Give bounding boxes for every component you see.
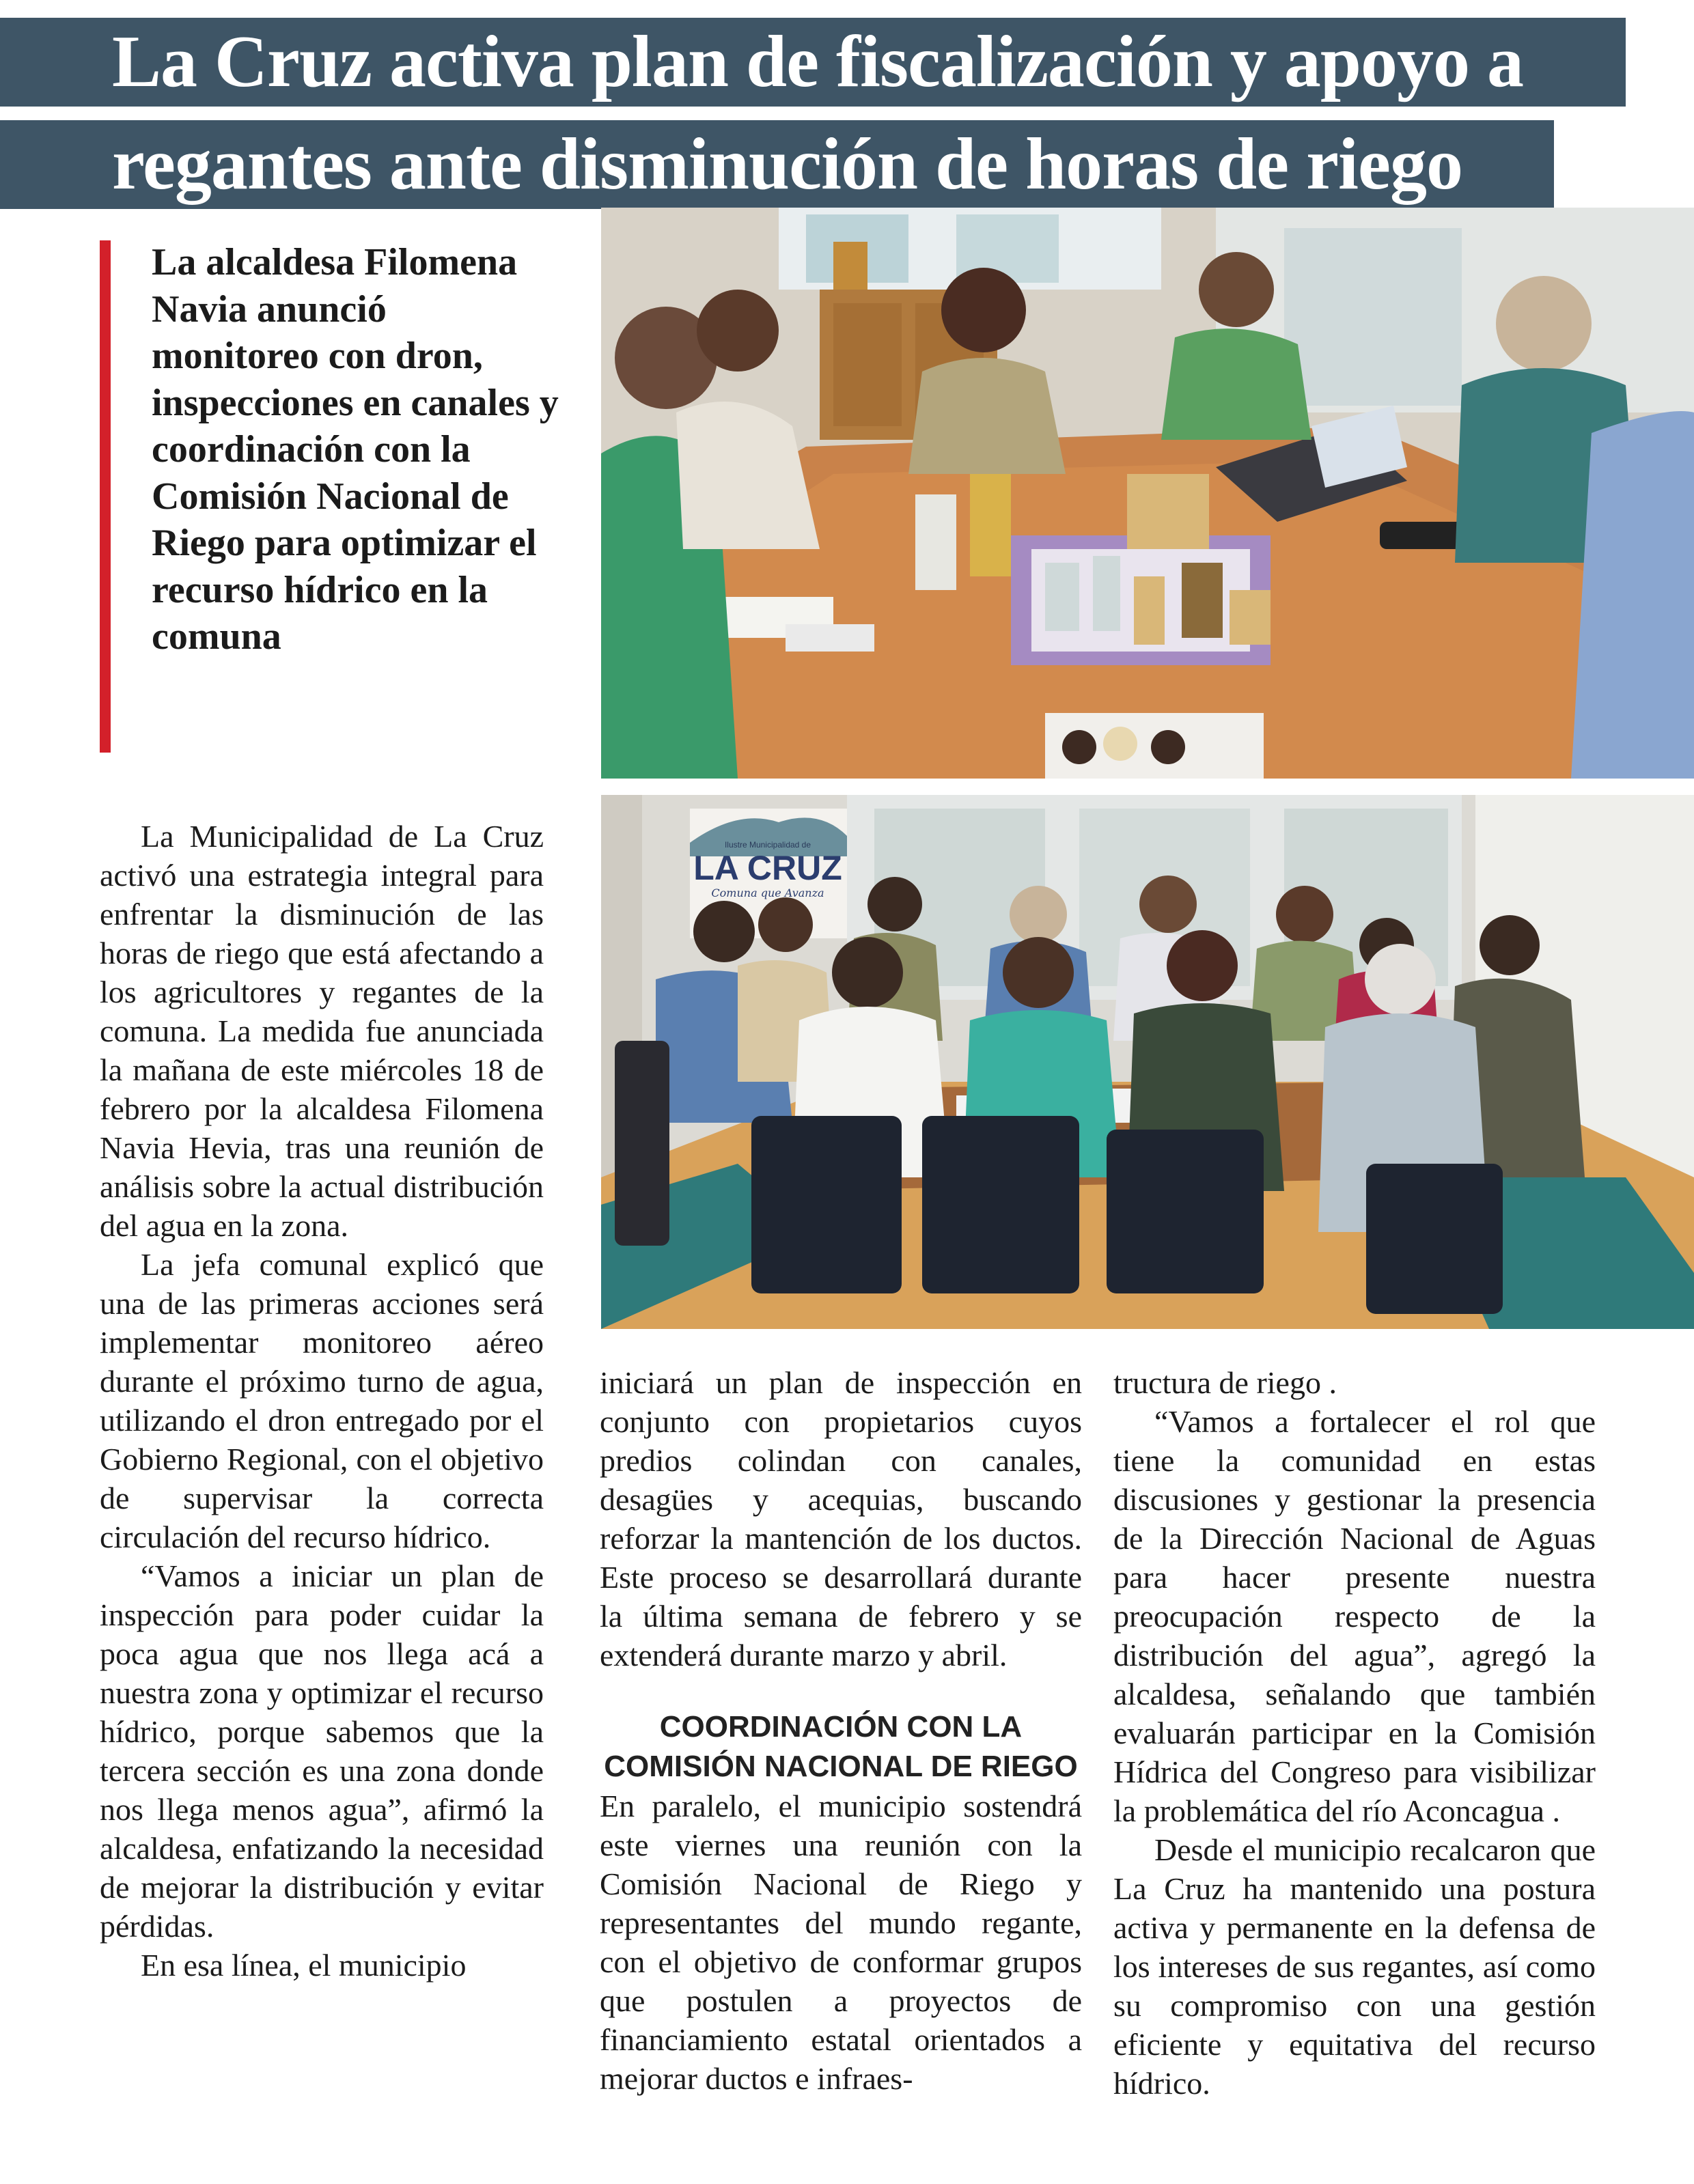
- meeting-photo-2: [601, 795, 1694, 1329]
- meeting-photo-1-illustration: [601, 208, 1694, 779]
- lead-accent-bar: [100, 240, 111, 753]
- article-column-3: [1113, 1363, 1596, 2103]
- banner-name: LA CRUZ: [693, 849, 842, 887]
- section-subhead: COORDINACIÓN CON LA COMISIÓN NACIONAL DE RIEGO: [604, 1710, 1078, 1783]
- body-paragraph-4-start: En esa línea, el municipio: [141, 1948, 467, 1983]
- article-column-2: [600, 1363, 1082, 2098]
- body-paragraph-1: La Municipalidad de La Cruz activó una estrategia integral para enfrentar la disminución de las horas de riego que está afectando a los agricultores y regantes de la comuna. La medida fue anunciada la mañana de este miércoles 18 de febrero por la alcaldesa Filomena Navia Hevia, tras una reunión de análisis sobre la actual distribución del agua en la zona.: [100, 819, 544, 1243]
- article-column-1: [100, 817, 544, 1985]
- body-paragraph-3: “Vamos a iniciar un plan de inspección para poder cuidar la poca agua que nos llega acá a nuestra zona y optimizar el recurso hídrico, porque sabemos que la tercera sección es una zona donde nos llega menos agua”, afirmó la alcaldesa, enfatizando la necesidad de mejorar la distribución y evitar pérdidas.: [100, 1558, 544, 1944]
- headline-line-2: regantes ante disminución de horas de riego: [0, 120, 1554, 209]
- banner-small-text: Ilustre Municipalidad de: [724, 840, 811, 850]
- headline-line-1: La Cruz activa plan de fiscalización y apoyo a: [0, 18, 1626, 107]
- meeting-photo-1: [601, 208, 1694, 779]
- body-paragraph-4-cont: iniciará un plan de inspección en conjunto con propietarios cuyos predios colindan con canales, desagües y acequias, buscando reforzar la mantención de los ductos. Este proceso se desarrollará durante la última semana de febrero y se extenderá durante marzo y abril.: [600, 1365, 1082, 1672]
- lead-summary: La alcaldesa Filomena Navia anunció monitoreo con dron, inspecciones en canales y coordinación con la Comisión Nacional de Riego para optimizar el recurso hídrico en la comuna: [152, 241, 559, 658]
- body-paragraph-7: Desde el municipio recalcaron que La Cruz ha mantenido una postura activa y permanente en la defensa de los intereses de sus regantes, así como su compromiso con una gestión eficiente y equitativa del recurso hídrico.: [1113, 1832, 1596, 2101]
- body-paragraph-6: “Vamos a fortalecer el rol que tiene la comunidad en estas discusiones y gestionar la presencia de la Dirección Nacional de Aguas para hacer presente nuestra preocupación respecto de la distribución del agua”, agregó la alcaldesa, señalando que también evaluarán participar en la Comisión Hídrica del Congreso para visibilizar la problemática del río Aconcagua .: [1113, 1404, 1596, 1828]
- municipal-banner: [693, 815, 843, 899]
- body-paragraph-2: La jefa comunal explicó que una de las primeras acciones será implementar monitoreo aéreo durante el próximo turno de agua, utilizando el dron entregado por el Gobierno Regional, con el objetivo de supervisar la correcta circulación del recurso hídrico.: [100, 1247, 544, 1554]
- body-paragraph-5-cont: tructura de riego .: [1113, 1365, 1337, 1400]
- body-paragraph-5-start: En paralelo, el municipio sostendrá este viernes una reunión con la Comisión Nacional de Riego y representantes del mundo regante, con el objetivo de conformar grupos que postulen a proyectos de financiamiento estatal orientados a mejorar ductos e infraes-: [600, 1789, 1082, 2096]
- banner-slogan: Comuna que Avanza: [711, 886, 824, 899]
